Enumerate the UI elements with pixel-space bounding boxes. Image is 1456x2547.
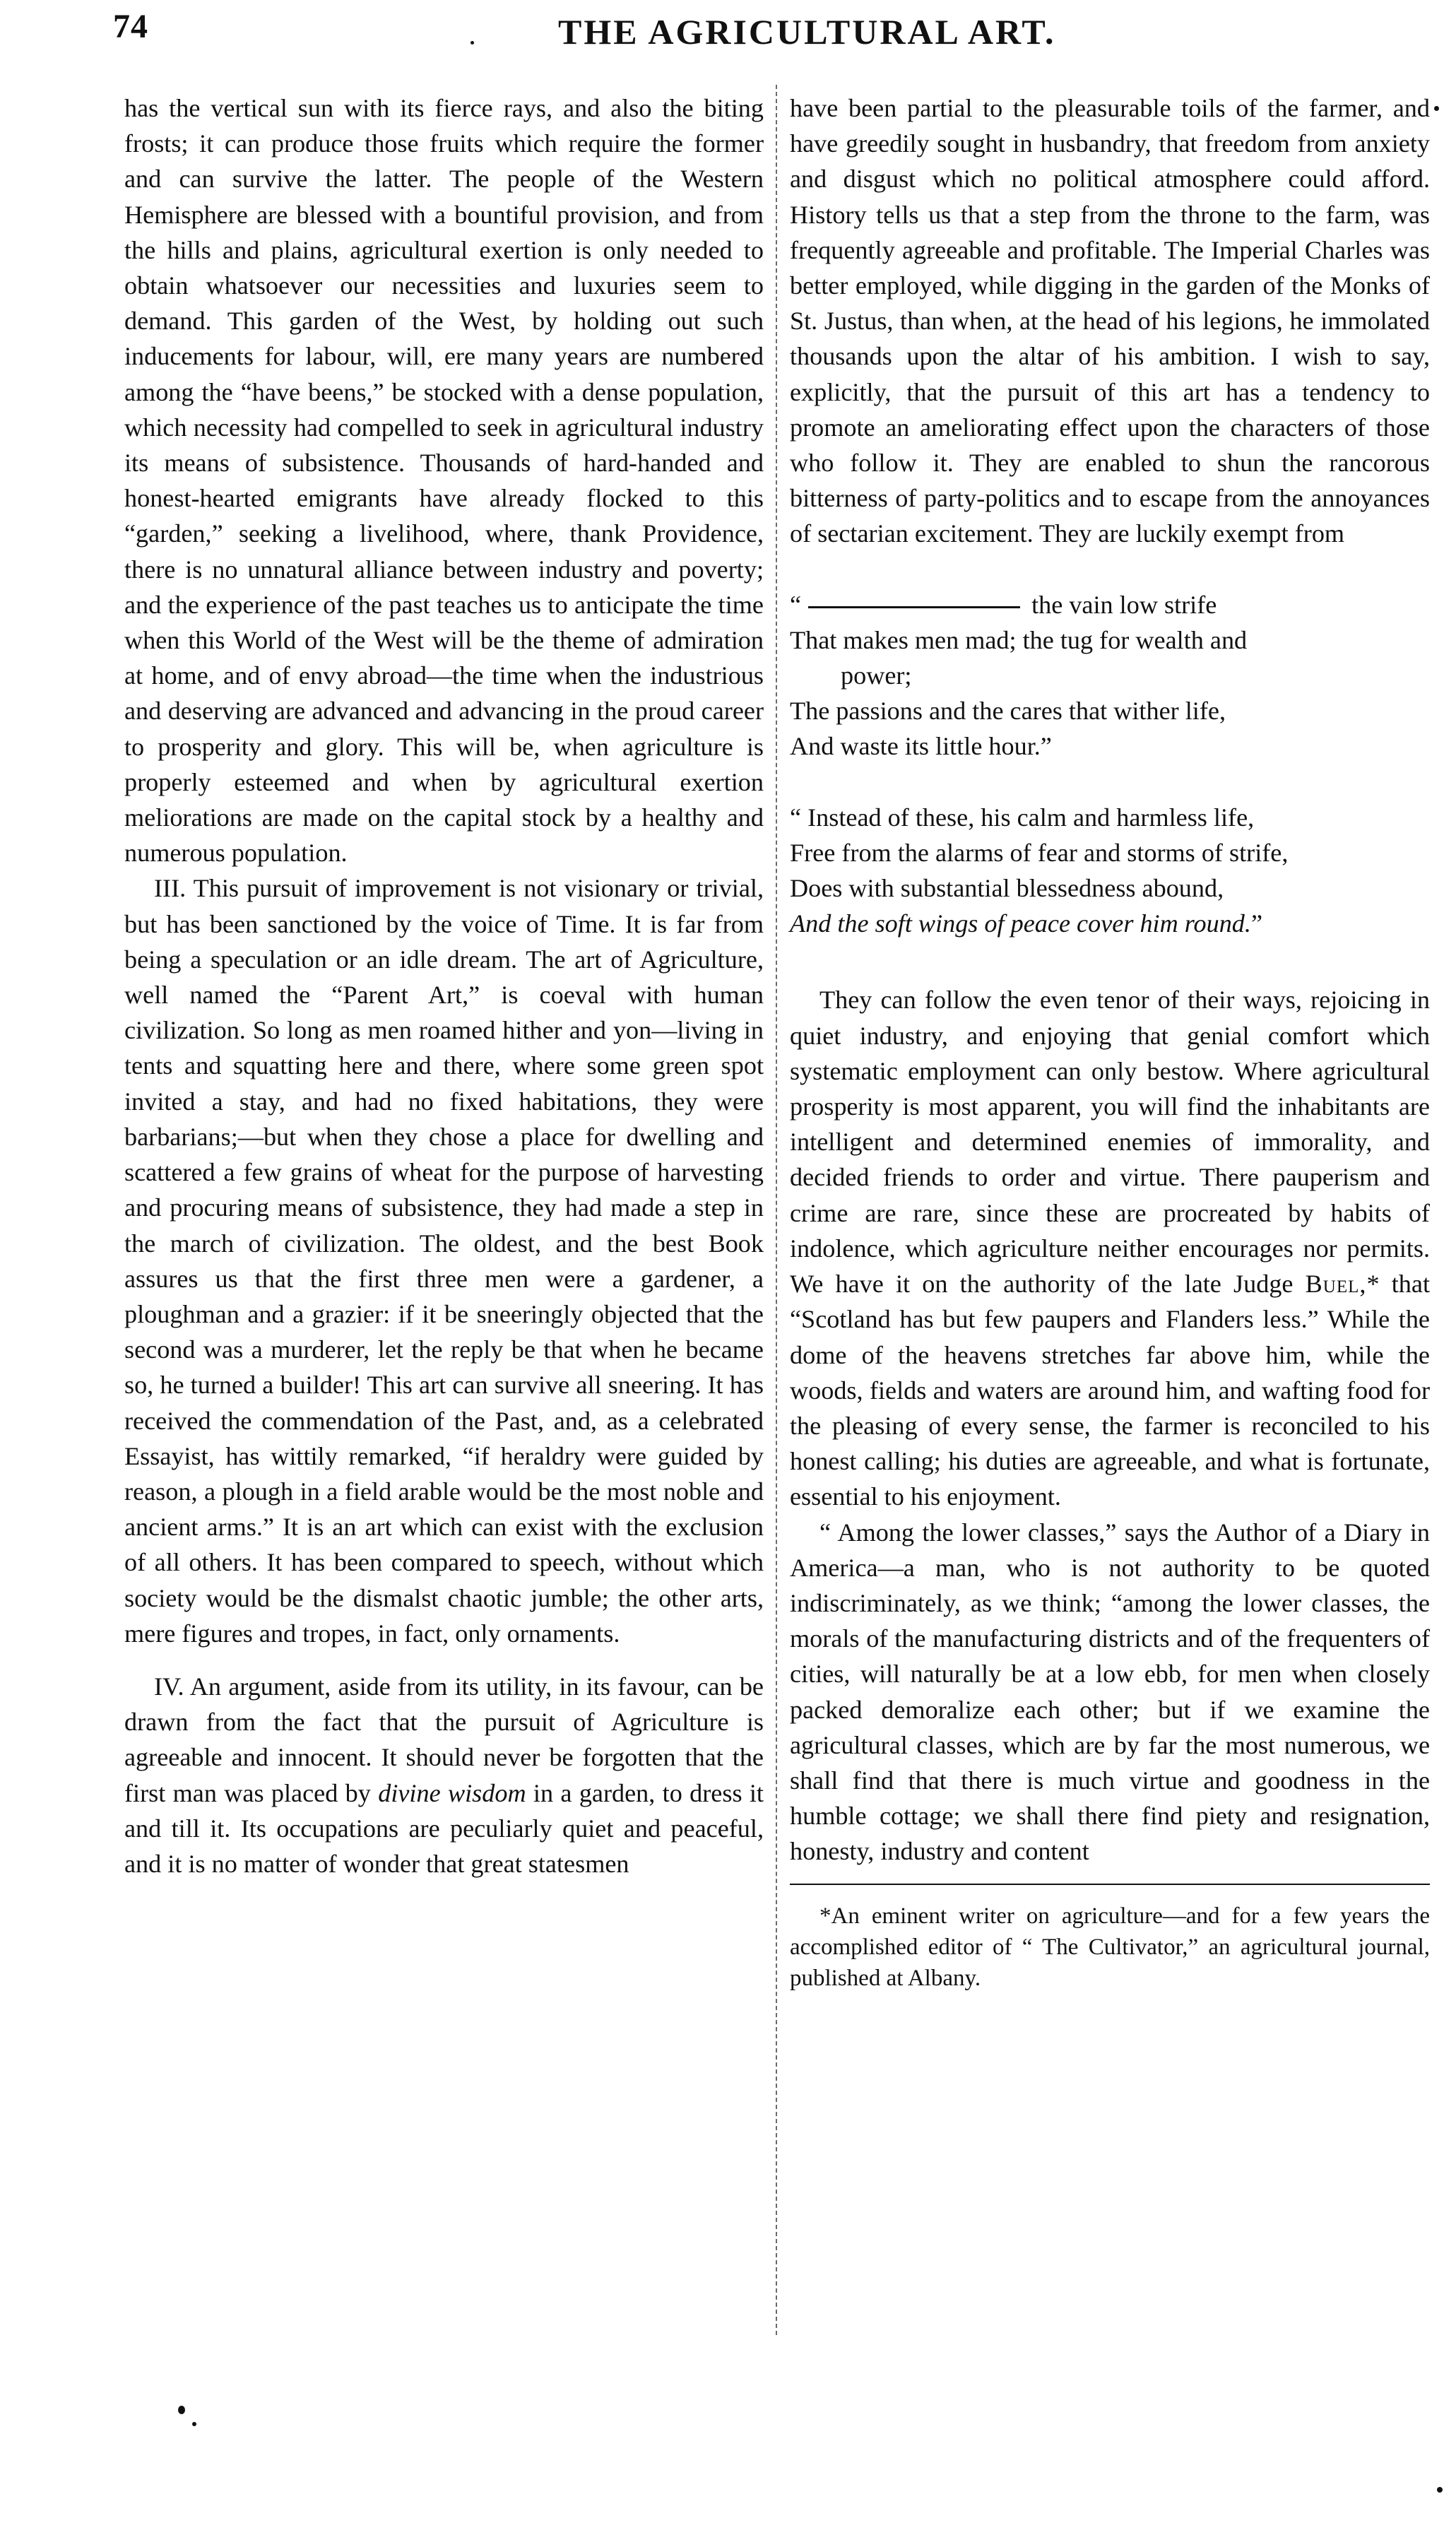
name-buel: Buel, (1305, 1270, 1367, 1299)
running-head: THE AGRICULTURAL ART. (558, 12, 1056, 52)
paragraph-right-1: have been partial to the pleasurable toils of the farmer, and have greedily sought in husbandry, that freedom from anxiety and disgust which no political atmosphere could afford. History tells us that a step from the throne to the farm, was frequently agreeable and profitable. The Imperial Charles was better employed, while digging in the garden of the Monks of St. Justus, than when, at the head of his legions, he immolated thousands upon the altar of his ambition. I wish to say, explicitly, that the pursuit of this art has a tendency to promote an ameliorating effect upon the characters of those who follow it. They are enabled to shun the rancorous bitterness of party-politics and to escape from the annoyances of sectarian excitement. They are luckily exempt from (790, 94, 1430, 548)
ink-speck (178, 2406, 185, 2414)
ink-speck (1434, 106, 1439, 111)
paragraph-right-3: “ Among the lower classes,” says the Author of a Diary in America—a man, who is not authority to be quoted indiscriminately, as we think; “among the lower classes, the morals of the manufacturing districts and of the frequenters of cities, will naturally be at a low ebb, for men when closely packed demoralize each other; but if we examine the agricultural classes, which are by far the most numerous, we shall find that there is much virtue and goodness in the humble cottage; we shall there find piety and resignation, honesty, industry and content (790, 1518, 1430, 1866)
poem-quote-2 (790, 800, 1430, 942)
paragraph-left-1: has the vertical sun with its fierce rays, and also the biting frosts; it can produce those fruits which require the former and can survive the latter. The people of the Western Hemisphere are blessed with a bountiful provision, and from the hills and plains, agricultural exertion is only needed to obtain whatsoever our necessities and luxuries seem to demand. This garden of the West, by holding out such inducements for labour, will, ere many years are numbered among the “have beens,” be stocked with a dense population, which necessity had compelled to seek in agricultural industry its means of subsistence. Thousands of hard-handed and honest-hearted emigrants have already flocked to this “garden,” seeking a livelihood, where, thank Providence, there is no unnatural alliance between industry and poverty; and the experience of the past teaches us to anticipate the time when this World of the West will be the theme of admiration at home, and of envy abroad—the time when the industrious and deserving are advanced and advancing in the proud career to prosperity and glory. This will be, when agriculture is properly esteemed and when by agricultural exertion meliorations are made on the capital stock by a healthy and numerous population. (124, 94, 764, 868)
poem1-line-4: And waste its little hour.” (790, 732, 1052, 761)
poem2-line-2: Free from the alarms of fear and storms of strife, (790, 838, 1289, 867)
ink-speck (470, 41, 474, 45)
page-number: 74 (113, 8, 148, 45)
paragraph-left-3-end: in a garden, to dress it and till it. Its occupations are peculiarly quiet and peaceful, and it is no matter of wonder that great statesmen (124, 1778, 764, 1878)
poem1-line-2: That makes men mad; the tug for wealth and (790, 625, 1248, 654)
paragraph-left-3-start: IV. An argument, aside from its utility, in its favour, can be drawn from the fact that the pursuit of Agriculture is agreeable and innocent. It should never be forgotten that the first man was placed by (124, 1672, 764, 1807)
poem1-line-3: The passions and the cares that wither life, (790, 697, 1226, 726)
paragraph-left-3 (124, 1669, 764, 1881)
poem2-line-1: “ Instead of these, his calm and harmless life, (790, 803, 1255, 832)
footnote-rule (790, 1884, 1430, 1885)
paragraph-right-2-end: * that “Scotland has but few paupers and Flanders less.” While the dome of the heavens stretches far above him, while the woods, fields and waters are around him, and wafting food for the pleasing of every sense, the farmer is reconciled to his honest calling; his duties are agreeable, and what is fortunate, essential to his enjoyment. (790, 1270, 1430, 1511)
paragraph-left-2: III. This pursuit of improvement is not visionary or trivial, but has been sanctioned by the voice of Time. It is far from being a speculation or an idle dream. The art of Agriculture, well named the “Parent Art,” is coeval with human civilization. So long as men roamed hither and yon—living in tents and squatting here and there, where some green spot invited a stay, and had no fixed habitations, they were barbarians;—but when they chose a place for dwelling and scattered a few grains of wheat for the purpose of harvesting and procuring means of subsistence, they had made a step in the march of civilization. The oldest, and the best Book assures us that the first three men were a gardener, a ploughman and a grazier: if it be sneeringly objected that the second was a murderer, let the reply be that when he became so, he turned a builder! This art can survive all sneering. It has received the commendation of the Past, and, as a celebrated Essayist, has wittily remarked, “if heraldry were guided by reason, a plough in a field arable would be the most noble and ancient arms.” It is an art which can exist with the exclusion of all others. It has been compared to speech, without which society would be the dismalst chaotic jumble; the other arts, mere figures and tropes, in fact, only ornaments. (124, 874, 764, 1648)
footnote: *An eminent writer on agriculture—and for a few years the accomplished editor of “ The Cultivator,” an agricultural journal, published at Albany. (790, 1903, 1430, 1991)
left-column (124, 90, 764, 1881)
ink-speck (192, 2422, 196, 2426)
ink-speck (1437, 2487, 1443, 2493)
column-divider (776, 85, 777, 2335)
italic-divine-wisdom: divine wisdom (378, 1778, 526, 1807)
right-column (790, 90, 1430, 1994)
em-dash-rule (808, 606, 1020, 608)
poem1-line-2-cont: power; (841, 661, 912, 690)
poem2-line-4: And the soft wings of peace cover him round.” (790, 909, 1263, 938)
poem-quote-1 (790, 587, 1430, 764)
paragraph-right-2 (790, 982, 1430, 1514)
paragraph-right-2-start: They can follow the even tenor of their ways, rejoicing in quiet industry, and enjoying that genial comfort which systematic employment can only bestow. Where agricultural prosperity is most apparent, you will find the inhabitants are intelligent and determined enemies of immorality, and decided friends to order and virtue. There pauperism and crime are rare, since these are procreated by habits of indolence, which agriculture neither encourages nor permits. We have it on the authority of the late Judge (790, 986, 1430, 1299)
poem1-line-1: “ the vain low strife (790, 590, 1217, 619)
poem2-line-3: Does with substantial blessedness abound, (790, 874, 1224, 903)
